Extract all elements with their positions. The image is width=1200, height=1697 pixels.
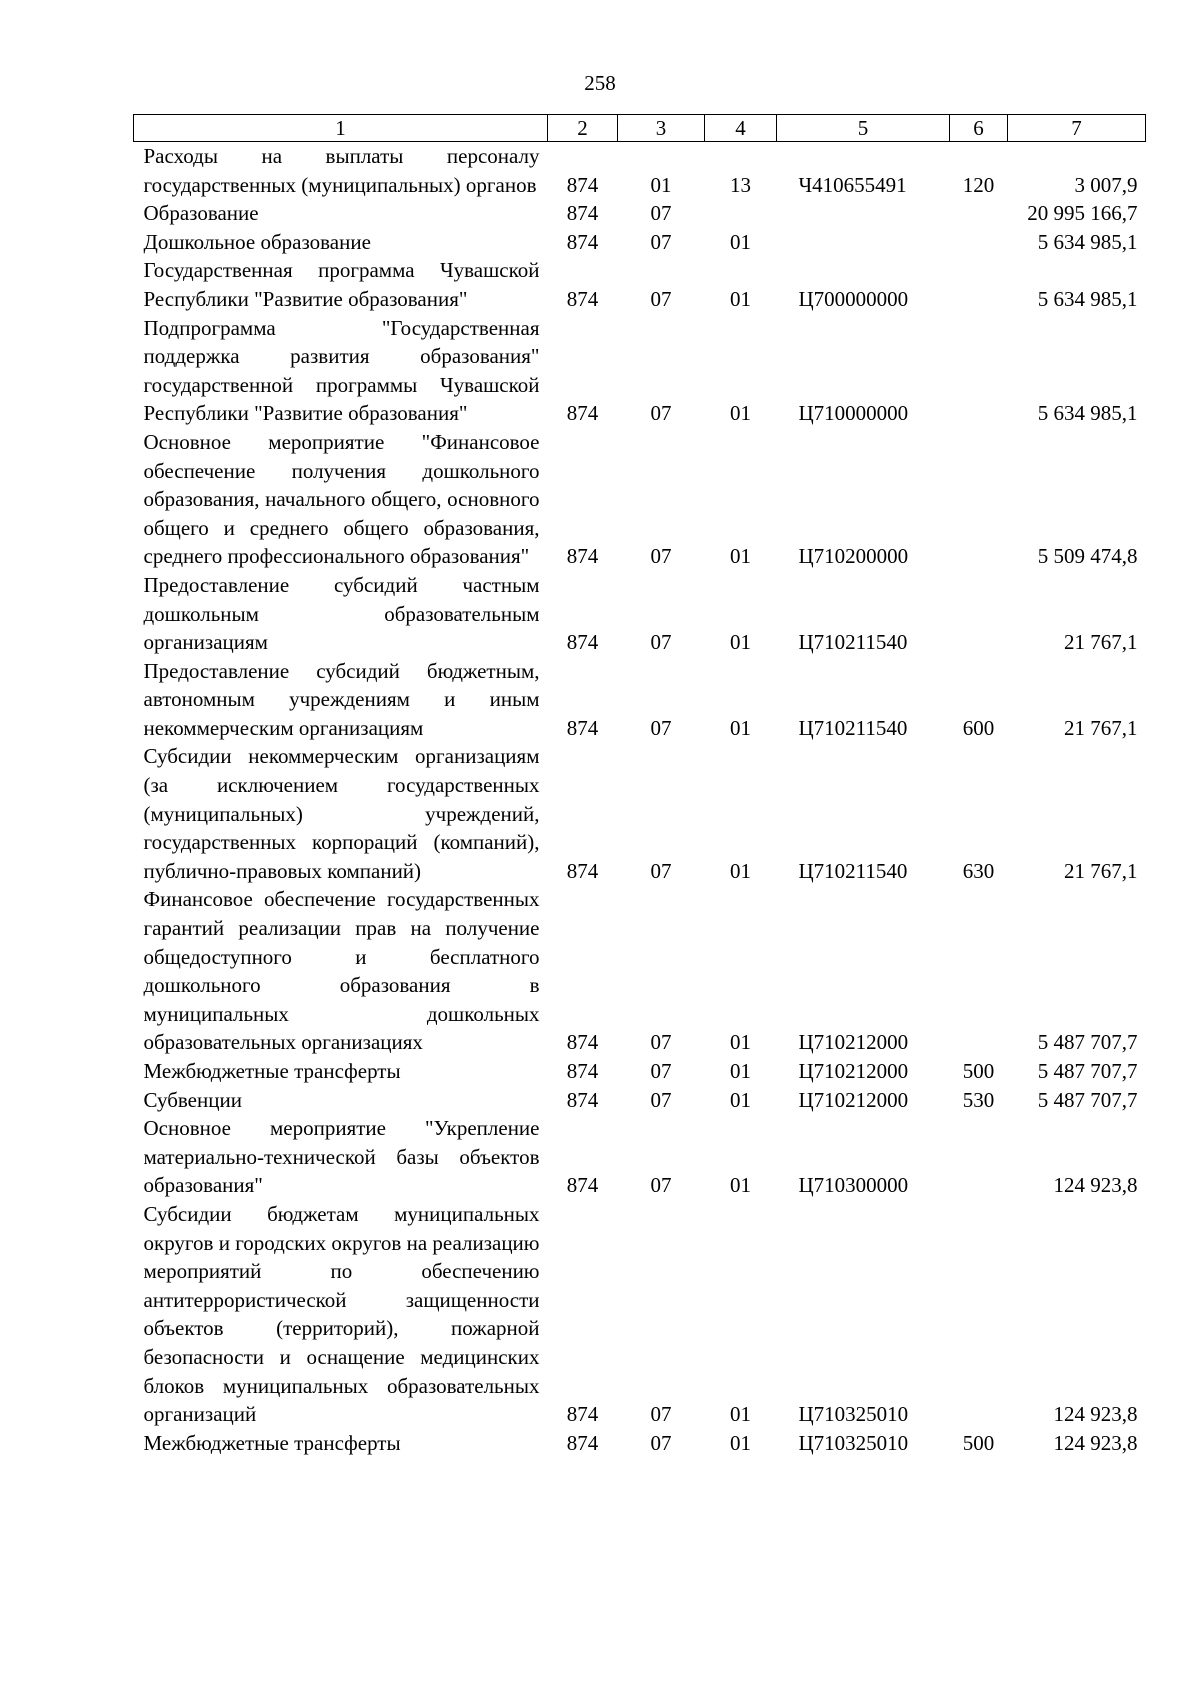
row-rz: 07 bbox=[650, 630, 672, 655]
row-rz: 07 bbox=[650, 1430, 672, 1455]
row-pr: 01 bbox=[730, 1030, 751, 1055]
row-name: Субсидии бюджетам муниципальных округов и городских округов на реализацию мероприятий по обеспечению антитеррористической защищенности объектов (территорий), пожарной безопасности и оснащение медицинских блоков муниципальных образовательных организаций bbox=[143, 1201, 540, 1427]
row-name: Предоставление субсидий частным дошкольным образовательным организациям bbox=[143, 572, 540, 655]
table-body bbox=[134, 142, 1146, 1458]
row-rz: 07 bbox=[650, 858, 672, 883]
row-vr bbox=[950, 199, 1008, 228]
table-row bbox=[134, 428, 1146, 571]
row-vr bbox=[950, 314, 1008, 428]
row-rz: 07 bbox=[650, 1173, 672, 1198]
row-csr: Ц710211540 bbox=[798, 858, 908, 883]
header-col-6: 6 bbox=[950, 115, 1008, 142]
table-row bbox=[134, 256, 1146, 313]
row-rz: 07 bbox=[650, 1087, 672, 1112]
table-row bbox=[134, 1086, 1146, 1115]
row-pr: 01 bbox=[730, 858, 751, 883]
table-row bbox=[134, 571, 1146, 657]
row-name: Основное мероприятие "Укрепление материально-технической базы объектов образования" bbox=[143, 1116, 540, 1198]
row-csr: Ц700000000 bbox=[798, 286, 909, 311]
row-vr bbox=[950, 1200, 1008, 1429]
row-sum: 5 509 474,8 bbox=[1037, 544, 1138, 569]
row-sum: 21 767,1 bbox=[1064, 715, 1138, 740]
table-row bbox=[134, 314, 1146, 428]
row-sum: 5 634 985,1 bbox=[1037, 401, 1138, 426]
table-row bbox=[134, 142, 1146, 200]
header-row bbox=[134, 115, 1146, 142]
table-row bbox=[134, 742, 1146, 885]
row-sum: 5 634 985,1 bbox=[1037, 286, 1138, 311]
header-col-2: 2 bbox=[548, 115, 618, 142]
row-name: Государственная программа Чувашской Республики "Развитие образования" bbox=[143, 258, 540, 311]
header-col-5: 5 bbox=[777, 115, 950, 142]
row-csr: Ц710200000 bbox=[798, 544, 909, 569]
row-sum: 21 767,1 bbox=[1064, 858, 1138, 883]
row-rz: 07 bbox=[650, 201, 672, 226]
row-gr: 874 bbox=[566, 1173, 599, 1198]
row-rz: 07 bbox=[650, 229, 672, 254]
row-vr bbox=[950, 885, 1008, 1057]
row-name: Межбюджетные трансферты bbox=[143, 1059, 401, 1083]
table-row bbox=[134, 1057, 1146, 1086]
row-pr: 01 bbox=[730, 715, 751, 740]
row-sum: 20 995 166,7 bbox=[1027, 201, 1138, 226]
row-gr: 874 bbox=[566, 1430, 599, 1455]
table-row bbox=[134, 657, 1146, 743]
row-gr: 874 bbox=[566, 715, 599, 740]
row-vr: 600 bbox=[962, 715, 995, 740]
row-rz: 07 bbox=[650, 286, 672, 311]
row-csr: Ц710212000 bbox=[798, 1087, 909, 1112]
row-csr: Ч410655491 bbox=[798, 172, 907, 197]
header-col-3: 3 bbox=[618, 115, 705, 142]
row-name: Основное мероприятие "Финансовое обеспечение получения дошкольного образования, начального общего, основного общего и среднего общего образования, среднего профессионального образования" bbox=[143, 429, 540, 569]
row-sum: 5 487 707,7 bbox=[1037, 1030, 1138, 1055]
row-gr: 874 bbox=[566, 172, 599, 197]
row-gr: 874 bbox=[566, 544, 599, 569]
row-gr: 874 bbox=[566, 201, 599, 226]
row-vr bbox=[950, 428, 1008, 571]
header-col-7: 7 bbox=[1008, 115, 1146, 142]
row-name: Образование bbox=[143, 201, 259, 226]
row-gr: 874 bbox=[566, 630, 599, 655]
page-number: 258 bbox=[584, 71, 616, 95]
row-csr bbox=[777, 228, 950, 257]
row-name: Субсидии некоммерческим организациям (за исключением государственных (муниципальных) учреждений, государственных корпораций (компаний), публично-правовых компаний) bbox=[143, 744, 540, 883]
row-sum: 5 487 707,7 bbox=[1037, 1059, 1138, 1083]
row-gr: 874 bbox=[566, 1059, 599, 1083]
table-row bbox=[134, 885, 1146, 1057]
row-pr: 01 bbox=[730, 630, 751, 655]
row-rz: 07 bbox=[650, 715, 672, 740]
row-pr: 01 bbox=[730, 1402, 751, 1427]
row-csr: Ц710300000 bbox=[798, 1173, 909, 1198]
row-pr: 01 bbox=[730, 544, 751, 569]
row-vr: 530 bbox=[962, 1087, 995, 1112]
row-csr: Ц710212000 bbox=[798, 1030, 909, 1055]
row-gr: 874 bbox=[566, 1087, 599, 1112]
row-name: Межбюджетные трансферты bbox=[143, 1430, 401, 1455]
row-name: Подпрограмма "Государственная поддержка развития образования" государственной программы Чувашской Республики "Развитие образования" bbox=[143, 315, 540, 426]
row-pr: 01 bbox=[730, 1059, 751, 1083]
row-sum: 124 923,8 bbox=[1053, 1430, 1138, 1455]
row-gr: 874 bbox=[566, 229, 599, 254]
row-rz: 07 bbox=[650, 1059, 672, 1083]
row-gr: 874 bbox=[566, 401, 599, 426]
row-vr bbox=[950, 1114, 1008, 1200]
table-row bbox=[134, 1114, 1146, 1200]
row-sum: 21 767,1 bbox=[1064, 630, 1138, 655]
row-pr: 01 bbox=[730, 1173, 751, 1198]
row-gr: 874 bbox=[566, 1030, 599, 1055]
budget-table bbox=[133, 114, 1146, 1457]
row-vr: 120 bbox=[962, 172, 995, 197]
row-pr: 01 bbox=[730, 1087, 751, 1112]
row-pr: 01 bbox=[730, 1430, 751, 1455]
row-vr: 500 bbox=[962, 1059, 995, 1083]
row-csr: Ц710212000 bbox=[798, 1059, 909, 1083]
row-sum: 124 923,8 bbox=[1053, 1402, 1138, 1427]
row-pr: 01 bbox=[730, 401, 751, 426]
row-rz: 07 bbox=[650, 544, 672, 569]
row-gr: 874 bbox=[566, 286, 599, 311]
row-gr: 874 bbox=[566, 858, 599, 883]
header-col-4: 4 bbox=[705, 115, 777, 142]
row-rz: 01 bbox=[650, 172, 672, 197]
row-pr: 01 bbox=[730, 229, 751, 254]
row-vr bbox=[950, 256, 1008, 313]
row-sum: 124 923,8 bbox=[1053, 1173, 1138, 1198]
row-csr: Ц710000000 bbox=[798, 401, 909, 426]
row-sum: 5 487 707,7 bbox=[1037, 1087, 1138, 1112]
row-name: Расходы на выплаты персоналу государственных (муниципальных) органов bbox=[143, 144, 540, 197]
row-vr bbox=[950, 571, 1008, 657]
row-name: Предоставление субсидий бюджетным, автономным учреждениям и иным некоммерческим организациям bbox=[143, 658, 540, 740]
table-row bbox=[134, 1429, 1146, 1458]
row-csr: Ц710211540 bbox=[798, 630, 908, 655]
row-rz: 07 bbox=[650, 401, 672, 426]
row-pr bbox=[705, 199, 777, 228]
row-vr: 500 bbox=[962, 1430, 995, 1455]
row-sum: 3 007,9 bbox=[1074, 172, 1138, 197]
row-rz: 07 bbox=[650, 1402, 672, 1427]
row-pr: 01 bbox=[730, 286, 751, 311]
table-row bbox=[134, 199, 1146, 228]
row-vr bbox=[950, 228, 1008, 257]
row-csr: Ц710211540 bbox=[798, 715, 908, 740]
row-name: Субвенции bbox=[143, 1087, 242, 1112]
row-pr: 13 bbox=[730, 172, 751, 197]
header-col-1: 1 bbox=[134, 115, 548, 142]
row-name: Финансовое обеспечение государственных гарантий реализации прав на получение общедоступного и бесплатного дошкольного образования в муниципальных дошкольных образовательных организациях bbox=[143, 887, 540, 1055]
row-sum: 5 634 985,1 bbox=[1037, 229, 1138, 254]
row-csr: Ц710325010 bbox=[798, 1402, 909, 1427]
row-rz: 07 bbox=[650, 1030, 672, 1055]
row-name: Дошкольное образование bbox=[143, 229, 371, 254]
row-vr: 630 bbox=[962, 858, 995, 883]
row-csr: Ц710325010 bbox=[798, 1430, 909, 1455]
table-row bbox=[134, 228, 1146, 257]
row-csr bbox=[777, 199, 950, 228]
table-row bbox=[134, 1200, 1146, 1429]
row-gr: 874 bbox=[566, 1402, 599, 1427]
